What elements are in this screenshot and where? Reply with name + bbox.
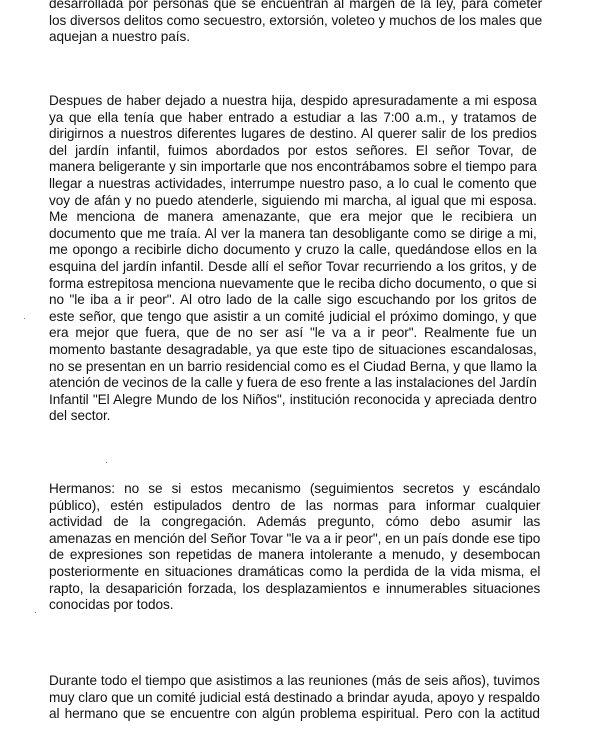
text-line: de expresiones son repetidas de manera intolerante a menudo, y desembocan (49, 547, 541, 563)
paragraph-1 (49, 0, 542, 46)
text-line: amenazas en mención del Señor Tovar "le va a ir peor", en un país donde ese tipo (49, 530, 541, 546)
text-line: del sector. (49, 408, 111, 424)
text-line: Despues de haber dejado a nuestra hija, despido apresuradamente a mi esposa (49, 93, 537, 108)
text-line: esquina del jardín infantil. Desde allí el señor Tovar recurriendo a los gritos, y de (49, 258, 537, 274)
text-line: posteriormente en situaciones dramáticas como la perdida de la vida misma, el (49, 563, 541, 579)
text-line: atención de vecinos de la calle y fuera de eso frente a las instalaciones del Jardín (49, 375, 537, 391)
paragraph-3 (49, 481, 540, 614)
text-line: muy claro que un comité judicial está destinado a brindar ayuda, apoyo y respaldo (49, 689, 540, 705)
text-line: llegar a nuestras actividades, interrumpe nuestro paso, a lo cual le comento que (49, 175, 537, 191)
text-line: no "le iba a ir peor". Al otro lado de la calle sigo escuchando por los gritos de (49, 292, 537, 308)
text-line: documento que me traía. Al ver la manera tan desobligante como se dirige a mi, (49, 225, 537, 241)
paragraph-4 (49, 673, 540, 723)
text-line: Me menciona de manera amenazante, que era mejor que le recibiera un (49, 209, 537, 225)
text-line: Durante todo el tiempo que asistimos a las reuniones (más de seis años), tuvimos (49, 673, 540, 688)
text-line: Hermanos: no se si estos mecanismo (seguimientos secretos y escándalo (49, 481, 541, 496)
text-line: no se presentan en un barrio residencial como es el Ciudad Berna, y que llamo la (49, 358, 537, 374)
text-line: Infantil "El Alegre Mundo de los Niños", institución reconocida y apreciada dentro (49, 391, 537, 407)
text-line: momento bastante desagradable, ya que este tipo de situaciones escandalosas, (49, 341, 537, 357)
text-line: actividad de la congregación. Además pregunto, cómo debo asumir las (49, 514, 541, 530)
text-line: dirigirnos a nuestros diferentes lugares de destino. Al querer salir de los predios (49, 126, 537, 142)
text-line: voy de afán y no puedo atenderle, siguiendo mi marcha, al igual que mi esposa. (49, 192, 537, 208)
text-line: desarrollada por personas que se encuentran al margen de la ley, para cometer (49, 0, 543, 11)
text-line: rapto, la desaparición forzada, los desplazamientos e innumerables situaciones (49, 580, 541, 596)
text-line: aquejan a nuestro país. (49, 29, 190, 45)
text-line: manera beligerante y sin importarle que nos encontrábamos sobre el tiempo para (49, 159, 537, 175)
scan-speck (35, 612, 36, 613)
text-line: me opongo a recibirle dicho documento y cruzo la calle, quedándose ellos en la (49, 242, 537, 258)
text-line: forma estrepitosa menciona nuevamente que le reciba dicho documento, o que si (49, 275, 537, 291)
text-line: ya que ella tenía que haber entrado a estudiar a las 7:00 a.m., y tratamos de (49, 109, 537, 125)
text-line: al hermano que se encuentre con algún problema espiritual. Pero con la actitud (49, 706, 540, 722)
text-line: era mejor que fuera, que de no ser así "le va a ir peor". Realmente fue un (49, 325, 537, 341)
text-line: este señor, que tengo que asistir a un comité judicial el próximo domingo, y que (49, 308, 537, 324)
paragraph-2 (49, 93, 537, 425)
text-line: público), estén estipulados dentro de las normas para informar cualquier (49, 497, 541, 513)
text-line: conocidas por todos. (49, 597, 174, 613)
scan-speck (106, 462, 107, 463)
scan-speck (24, 318, 25, 319)
text-line: los diversos delitos como secuestro, extorsión, voleteo y muchos de los males que (49, 12, 543, 28)
text-line: del jardín infantil, fuimos abordados por estos señores. El señor Tovar, de (49, 142, 537, 158)
